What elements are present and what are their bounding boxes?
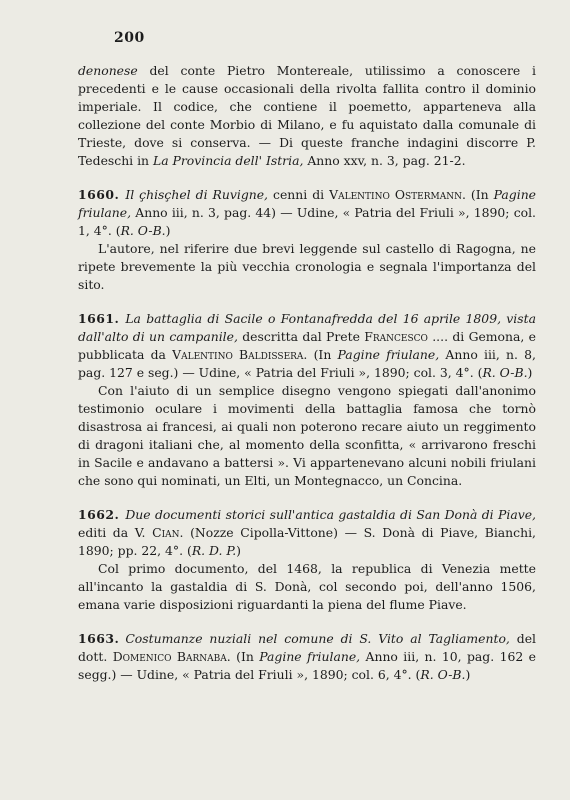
text: (In xyxy=(307,347,338,362)
text: ) xyxy=(165,223,171,238)
text: ) xyxy=(465,667,471,682)
italic-text: denonese xyxy=(78,63,138,78)
text: Anno iii, n. 3, pag. 44) — Udine, « Patria del Friuli », 1890; col. 1, 4°. ( xyxy=(78,205,536,238)
entry-body: Con l'aiuto di un semplice disegno vengono spiegati dall'anonimo testimonio oculare i movimenti della battaglia famosa che tornò disastrosa ai francesi, ai quali non poterono recare aiuto un reggimento di dragoni italiani che, al momento della sconfitta, « arrivarono freschi in Sacile e andavano a battersi ». Vi appartenevano alcuni nobili friulani che sono qui nominati, un Elti, un Montegnacco, un Concina. xyxy=(78,383,536,488)
journal-title: Pagine friulane, xyxy=(78,187,537,220)
entry-title: Il çhisçhel di Ruvigne, xyxy=(125,187,269,202)
author-name: Valentino Baldissera. xyxy=(172,347,308,362)
entry-title: Due documenti storici sull'antica gastaldia di San Donà di Piave, xyxy=(125,507,536,522)
author-name: Valentino Ostermann. xyxy=(329,187,466,202)
sigla: R. O-B. xyxy=(420,667,466,682)
journal-title: Pagine friulane, xyxy=(337,347,440,362)
text: del dott. xyxy=(78,631,536,664)
text: (In xyxy=(230,649,260,664)
entry-body: Col primo documento, del 1468, la republica di Venezia mette all'incanto la gastaldia di S. Donà, col secondo poi, dell'anno 1506, emana varie disposizioni riguardanti la piena del flume Piave. xyxy=(78,561,536,612)
author-name: Francesco xyxy=(364,329,428,344)
sigla: R. O-B. xyxy=(120,223,166,238)
text: ) xyxy=(236,543,242,558)
journal-title: Pagine friulane, xyxy=(259,649,361,664)
author-name: Cian. xyxy=(152,525,184,540)
entry-1663 xyxy=(78,630,536,684)
text: del conte Pietro Montereale, utilissimo a conoscere i precedenti e le cause occasionali della rivolta fallita contro il dominio imperiale. Il codice, che contiene il poemetto, apparteneva alla collezione del conte Morbio di Milano, e fu aquistato dalla comunale di Trieste, dove si conserva. — Di queste franche indagini discorre P. Tedeschi in xyxy=(78,63,536,168)
text: ) xyxy=(527,365,533,380)
entry-1662 xyxy=(78,506,536,614)
entry-title: Costumanze nuziali nel comune di S. Vito al Tagliamento, xyxy=(125,631,510,646)
continuation-paragraph xyxy=(78,62,536,170)
author-name: Domenico Barnaba. xyxy=(112,649,231,664)
entry-body: L'autore, nel riferire due brevi leggende sul castello di Ragogna, ne ripete brevemente la più vecchia cronologia e segnala l'importanza del sito. xyxy=(78,241,536,292)
entry-number: 1660. xyxy=(78,187,120,202)
page-number: 200 xyxy=(114,30,145,46)
text: cenni di xyxy=(268,187,330,202)
entry-number: 1661. xyxy=(78,311,120,326)
text: .... di Gemona, e pubblicata da xyxy=(78,329,537,362)
entry-number: 1663. xyxy=(78,631,120,646)
text: descritta dal Prete xyxy=(237,329,365,344)
text: (Nozze Cipolla-Vittone) — S. Donà di Piave, Bianchi, 1890; pp. 22, 4°. ( xyxy=(78,525,536,558)
text: Anno iii, n. 10, pag. 162 e segg.) — Udine, « Patria del Friuli », 1890; col. 6, 4°. ( xyxy=(78,649,536,682)
sigla: R. O-B. xyxy=(482,365,528,380)
entry-1660 xyxy=(78,186,536,294)
entry-1661 xyxy=(78,310,536,490)
sigla: R. D. P. xyxy=(191,543,237,558)
entry-number: 1662. xyxy=(78,507,120,522)
text: Anno iii, n. 8, pag. 127 e seg.) — Udine, « Patria del Friuli », 1890; col. 3, 4°. ( xyxy=(78,347,536,380)
text: Anno xxv, n. 3, pag. 21-2. xyxy=(303,153,466,168)
entry-title: La battaglia di Sacile o Fontanafredda del 16 aprile 1809, vista dall'alto di un campanile, xyxy=(78,311,536,344)
text: editi da V. xyxy=(78,525,153,540)
journal-title: La Provincia dell' Istria, xyxy=(152,153,304,168)
text: (In xyxy=(465,187,494,202)
